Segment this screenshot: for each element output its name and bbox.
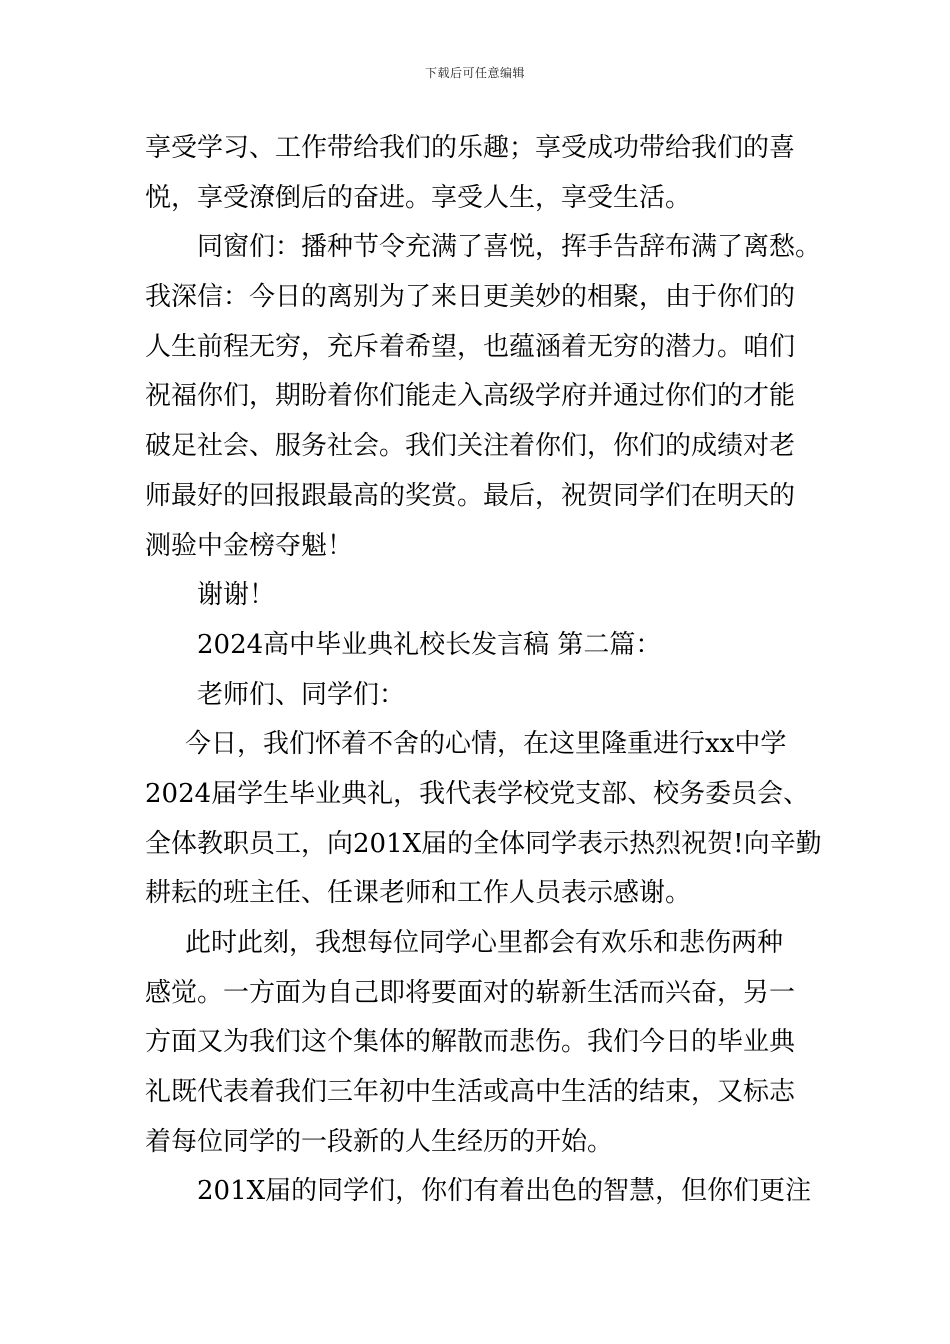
section-heading: 2024高中毕业典礼校长发言稿 第二篇：	[197, 629, 662, 660]
text-line: 人生前程无穷，充斥着希望，也蕴涵着无穷的潜力。咱们	[145, 331, 796, 362]
text-line: 方面又为我们这个集体的解散而悲伤。我们今日的毕业典	[145, 1027, 796, 1058]
salutation: 老师们、同学们：	[197, 679, 406, 710]
text-line: 今日，我们怀着不舍的心情，在这里隆重进行xx中学	[185, 729, 787, 760]
text-line: 耕耘的班主任、任课老师和工作人员表示感谢。	[145, 878, 692, 909]
text-line: 悦，享受潦倒后的奋进。享受人生，享受生活。	[145, 182, 692, 213]
text-line: 着每位同学的一段新的人生经历的开始。	[145, 1126, 614, 1157]
text-line: 师最好的回报跟最高的奖赏。最后，祝贺同学们在明天的	[145, 480, 796, 511]
text-line: 祝福你们，期盼着你们能走入高级学府并通过你们的才能	[145, 381, 796, 412]
text-line: 全体教职员工，向201X届的全体同学表示热烈祝贺!向辛勤	[145, 828, 822, 859]
text-line: 我深信：今日的离别为了来日更美妙的相聚，由于你们的	[145, 282, 796, 313]
text-line: 此时此刻，我想每位同学心里都会有欢乐和悲伤两种	[185, 928, 784, 958]
text-line: 201X届的同学们，你们有着出色的智慧，但你们更注	[197, 1176, 812, 1207]
text-line: 享受学习、工作带给我们的乐趣；享受成功带给我们的喜	[145, 133, 796, 163]
text-line: 礼既代表着我们三年初中生活或高中生活的结束，又标志	[145, 1077, 796, 1108]
text-line: 感觉。一方面为自己即将要面对的崭新生活而兴奋，另一	[145, 977, 796, 1008]
text-line: 2024届学生毕业典礼，我代表学校党支部、校务委员会、	[145, 778, 810, 809]
page-header: 下载后可任意编辑	[424, 66, 525, 80]
text-line: 测验中金榜夺魁！	[145, 530, 354, 561]
text-line: 谢谢！	[197, 580, 276, 611]
text-line: 同窗们：播种节令充满了喜悦，挥手告辞布满了离愁。	[197, 232, 822, 263]
document-body	[145, 124, 822, 1217]
text-line: 破足社会、服务社会。我们关注着你们，你们的成绩对老	[145, 431, 796, 462]
